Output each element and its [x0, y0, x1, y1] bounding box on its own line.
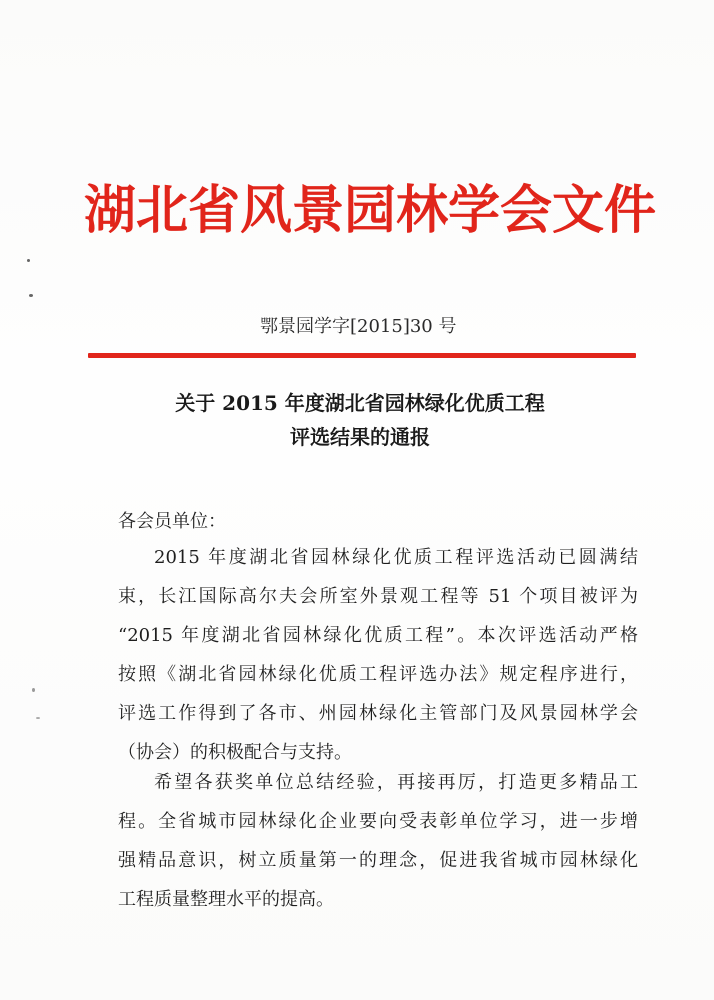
paragraph-line: 强精品意识，树立质量第一的理念，促进我省城市园林绿化 [118, 850, 638, 871]
paragraph-line: 程。全省城市园林绿化企业要向受表彰单位学习，进一步增 [118, 811, 638, 832]
paragraph-2 [118, 763, 638, 919]
paragraph-line: 工程质量整理水平的提高。 [118, 889, 334, 910]
scan-speck [32, 688, 35, 692]
paragraph-line: 2015 年度湖北省园林绿化优质工程评选活动已圆满结 [154, 547, 638, 568]
salutation: 各会员单位： [118, 511, 226, 532]
paragraph-1 [118, 538, 638, 772]
paragraph-line: 评选工作得到了各市、州园林绿化主管部门及风景园林学会 [118, 703, 638, 724]
notice-title [100, 386, 620, 454]
document-number: 鄂景园学字[2015]30 号 [260, 316, 457, 337]
notice-title-line-1: 关于 2015 年度湖北省园林绿化优质工程 [175, 391, 545, 415]
scan-speck [29, 294, 33, 297]
scan-speck [27, 259, 30, 262]
notice-title-line-2: 评选结果的通报 [290, 425, 430, 449]
paragraph-line: 束，长江国际高尔夫会所室外景观工程等 51 个项目被评为 [118, 586, 638, 607]
paragraph-line: （协会）的积极配合与支持。 [118, 742, 352, 763]
paragraph-line: “2015 年度湖北省园林绿化优质工程”。本次评选活动严格 [118, 625, 638, 646]
paragraph-line: 希望各获奖单位总结经验，再接再厉，打造更多精品工 [154, 772, 638, 793]
red-divider-line [88, 353, 636, 358]
org-header-title: 湖北省风景园林学会文件 [84, 180, 657, 241]
paragraph-line: 按照《湖北省园林绿化优质工程评选办法》规定程序进行， [118, 664, 638, 685]
scan-speck [36, 717, 40, 719]
